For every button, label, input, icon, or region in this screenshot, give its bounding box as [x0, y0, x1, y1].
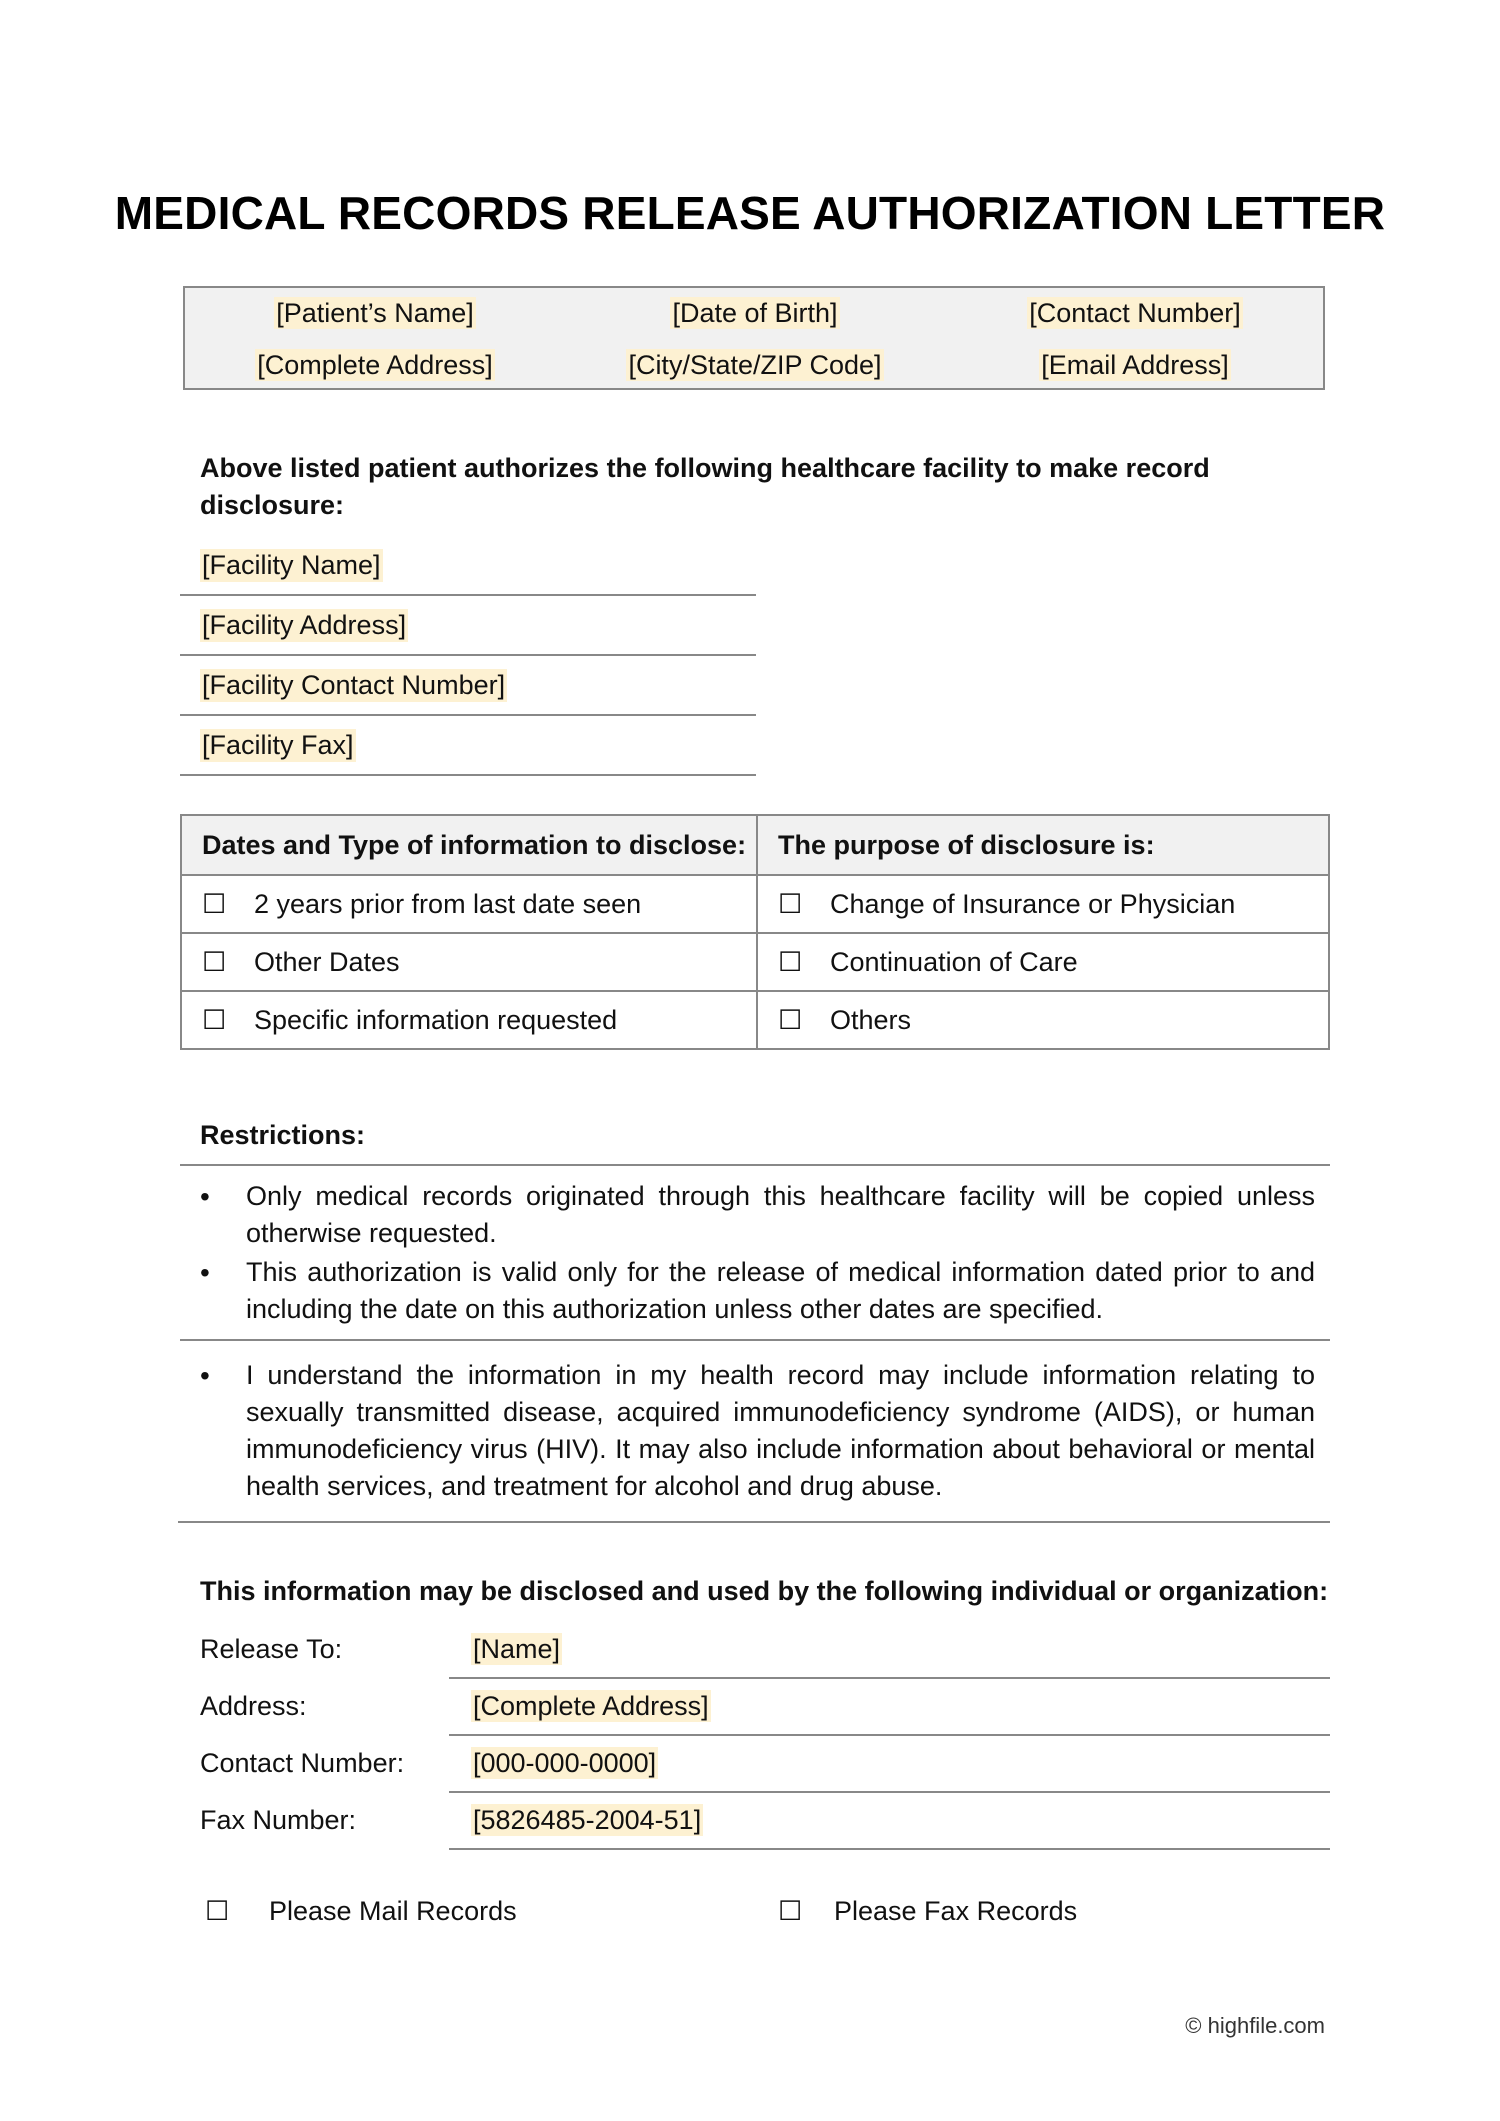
disclosure-type-option[interactable]: ☐ Specific information requested	[181, 991, 757, 1049]
disclosure-purpose-option[interactable]: ☐ Continuation of Care	[757, 933, 1329, 991]
checkbox-icon[interactable]: ☐	[202, 1004, 227, 1035]
restrictions-list	[200, 1178, 1315, 1328]
acknowledgement-list	[200, 1357, 1315, 1505]
release-to-field[interactable]: [Name]	[473, 1634, 561, 1664]
divider	[180, 1339, 1330, 1341]
facility-address-row	[180, 596, 756, 656]
patient-name-field[interactable]: [Patient’s Name]	[276, 298, 474, 328]
disclosure-type-option[interactable]: ☐ 2 years prior from last date seen	[181, 875, 757, 933]
page-title: MEDICAL RECORDS RELEASE AUTHORIZATION LETTER	[114, 187, 1386, 239]
facility-contact-row	[180, 656, 756, 716]
patient-city-cell	[565, 350, 945, 381]
disclosure-purpose-option[interactable]: ☐ Others	[757, 991, 1329, 1049]
disclosure-type-header: Dates and Type of information to disclose:	[181, 815, 757, 875]
facility-name-field[interactable]: [Facility Name]	[202, 550, 381, 580]
list-item: • Only medical records originated through this healthcare facility will be copied unless otherwise requested.	[200, 1178, 1315, 1252]
patient-email-field[interactable]: [Email Address]	[1041, 350, 1229, 380]
release-to-label: Release To:	[200, 1634, 343, 1664]
fax-records-option[interactable]: ☐ Please Fax Records	[778, 1896, 1078, 1926]
field-underline	[449, 1848, 1330, 1850]
patient-city-field[interactable]: [City/State/ZIP Code]	[628, 350, 882, 380]
divider	[180, 1164, 1330, 1166]
release-fax-label: Fax Number:	[200, 1805, 357, 1835]
restrictions-heading: Restrictions:	[200, 1120, 366, 1150]
checkbox-icon[interactable]: ☐	[778, 888, 803, 919]
disclosure-purpose-header: The purpose of disclosure is:	[757, 815, 1329, 875]
release-contact-label: Contact Number:	[200, 1748, 405, 1778]
table-row	[181, 875, 1329, 933]
facility-address-field[interactable]: [Facility Address]	[202, 610, 407, 640]
checkbox-icon[interactable]: ☐	[778, 946, 803, 977]
release-contact-field[interactable]: [000-000-0000]	[473, 1748, 657, 1778]
field-underline	[449, 1791, 1330, 1793]
facility-intro: Above listed patient authorizes the following healthcare facility to make record disclosure:	[200, 453, 1210, 520]
release-address-label: Address:	[200, 1691, 307, 1721]
release-heading: This information may be disclosed and used by the following individual or organization:	[200, 1576, 1329, 1606]
table-row	[181, 991, 1329, 1049]
disclosure-table	[180, 814, 1330, 1050]
patient-email-cell	[945, 350, 1325, 381]
facility-fax-row	[180, 716, 756, 776]
patient-address-field[interactable]: [Complete Address]	[257, 350, 493, 380]
disclosure-type-option[interactable]: ☐ Other Dates	[181, 933, 757, 991]
disclosure-purpose-option[interactable]: ☐ Change of Insurance or Physician	[757, 875, 1329, 933]
list-item: • I understand the information in my health record may include information relating to sexually transmitted disease, acquired immunodeficiency syndrome (AIDS), or human immunodeficiency virus (HIV). It may also include information about behavioral or mental health services, and treatment for alcohol and drug abuse.	[200, 1357, 1315, 1505]
patient-dob-field[interactable]: [Date of Birth]	[672, 298, 838, 328]
field-underline	[449, 1734, 1330, 1736]
checkbox-icon[interactable]: ☐	[205, 1896, 230, 1926]
facility-contact-field[interactable]: [Facility Contact Number]	[202, 670, 506, 700]
facility-name-row	[180, 536, 756, 596]
checkbox-icon[interactable]: ☐	[202, 888, 227, 919]
release-fax-field[interactable]: [5826485-2004-51]	[473, 1805, 702, 1835]
patient-info-box	[183, 286, 1325, 390]
divider	[178, 1521, 1330, 1523]
table-row	[181, 933, 1329, 991]
release-address-field[interactable]: [Complete Address]	[473, 1691, 709, 1721]
footer-copyright: © highfile.com	[1185, 2013, 1325, 2038]
facility-fax-field[interactable]: [Facility Fax]	[202, 730, 354, 760]
patient-name-cell	[185, 298, 565, 329]
patient-dob-cell	[565, 298, 945, 329]
checkbox-icon[interactable]: ☐	[202, 946, 227, 977]
field-underline	[449, 1677, 1330, 1679]
checkbox-icon[interactable]: ☐	[778, 1896, 803, 1926]
patient-address-cell	[185, 350, 565, 381]
patient-contact-cell	[945, 298, 1325, 329]
patient-contact-field[interactable]: [Contact Number]	[1029, 298, 1241, 328]
checkbox-icon[interactable]: ☐	[778, 1004, 803, 1035]
list-item: • This authorization is valid only for the release of medical information dated prior to and including the date on this authorization unless other dates are specified.	[200, 1254, 1315, 1328]
mail-records-option[interactable]: ☐ Please Mail Records	[205, 1896, 517, 1926]
